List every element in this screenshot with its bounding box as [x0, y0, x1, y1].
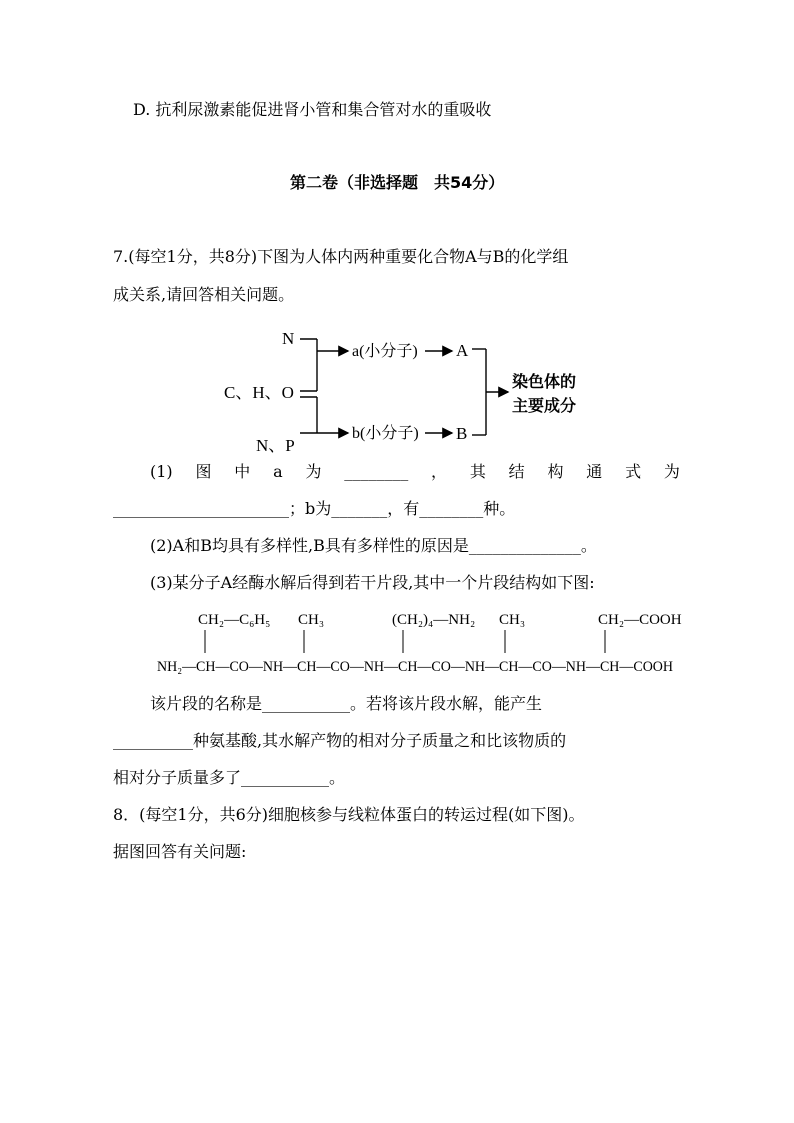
peptide-side-2: CH₃ — [298, 612, 325, 628]
q7-sub1-line1: (1) 图 中 a 为 ________ ， 其 结 构 通 式 为 — [150, 462, 680, 481]
q7-stem-line2: 成关系,请回答相关问题。 — [113, 285, 295, 304]
q8-stem-line1: 8．(每空1分，共6分)细胞核参与线粒体蛋白的转运过程(如下图)。 — [113, 805, 585, 824]
diagram-n: N — [282, 329, 295, 348]
q8-stem-line2: 据图回答有关问题: — [113, 842, 247, 861]
peptide-side-4: CH₃ — [499, 612, 526, 628]
q6-option-d: D. 抗利尿激素能促进肾小管和集合管对水的重吸收 — [133, 100, 492, 119]
peptide-side-3: (CH₂)₄—NH₂ — [392, 612, 476, 628]
composition-diagram — [220, 325, 600, 460]
diagram-A: A — [456, 341, 469, 360]
q7-stem-line1: 7.(每空1分，共8分)下图为人体内两种重要化合物A与B的化学组 — [113, 247, 569, 266]
section-title: 第二卷（非选择题 共54分） — [290, 173, 505, 192]
q7-sub3-text-line1: 该片段的名称是___________。若将该片段水解，能产生 — [150, 694, 543, 713]
peptide-side-1: CH₂—C₆H₅ — [198, 612, 271, 628]
q7-sub3-text-line2: __________种氨基酸,其水解产物的相对分子质量之和比该物质的 — [113, 731, 567, 750]
diagram-result-line2: 主要成分 — [512, 396, 577, 415]
diagram-cho: C、H、O — [224, 383, 294, 402]
q7-sub3: (3)某分子A经酶水解后得到若干片段,其中一个片段结构如下图: — [150, 573, 595, 592]
q7-sub2: (2)A和B均具有多样性,B具有多样性的原因是______________。 — [150, 536, 597, 555]
diagram-np: N、P — [256, 436, 295, 455]
diagram-a-small: a(小分子) — [352, 343, 418, 360]
peptide-backbone: NH₂—CH—CO—NH—CH—CO—NH—CH—CO—NH—CH—CO—NH—CH—COOH — [157, 659, 674, 675]
q7-sub3-text-line3: 相对分子质量多了___________。 — [113, 768, 346, 787]
diagram-B: B — [456, 424, 468, 443]
peptide-structure — [155, 603, 685, 681]
q7-sub1-line2: ______________________；b为_______，有________种。 — [113, 499, 516, 518]
peptide-side-5: CH₂—COOH — [598, 612, 682, 628]
diagram-b-small: b(小分子) — [352, 425, 419, 442]
diagram-result-line1: 染色体的 — [512, 372, 577, 391]
